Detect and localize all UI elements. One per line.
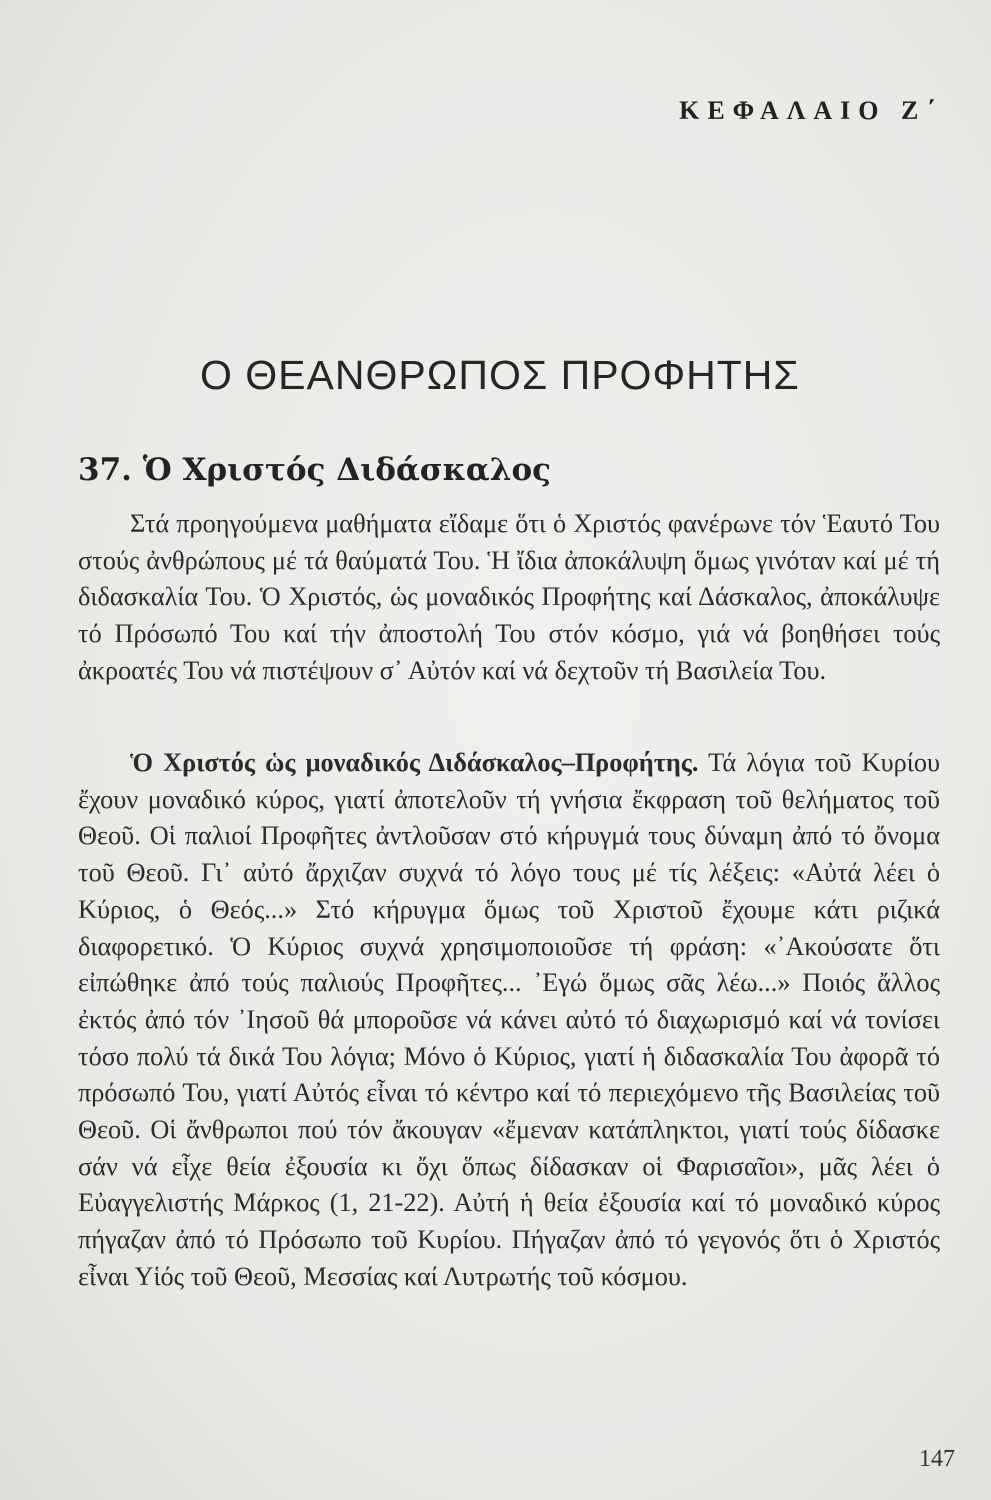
paragraph-2-body: Τά λόγια τοῦ Κυρίου ἔχουν μοναδικό κύρος, γιατί ἀποτελοῦν τή γνήσια ἔκφραση τοῦ θελήματος τοῦ Θεοῦ. Οἱ παλιοί Προφῆτες ἀντλοῦσαν στό κήρυγμά τους δύναμη ἀπό τό ὄνομα τοῦ Θεοῦ. Γι᾽ αὐτό ἄρχιζαν συχνά τό λόγο τους μέ τίς λέξεις: «Αὐτά λέει ὁ Κύριος, ὁ Θεός...» Στό κήρυγμα ὅμως τοῦ Χριστοῦ ἔχουμε κάτι ριζικά διαφορετικό. Ὁ Κύριος συχνά χρησιμοποιοῦσε τή φράση: «᾽Ακούσατε ὅτι εἰπώθηκε ἀπό τούς παλιούς Προφῆτες... ᾽Εγώ ὅμως σᾶς λέω...» Ποιός ἄλλος ἐκτός ἀπό τόν ᾽Ιησοῦ θά μποροῦσε νά κάνει αὐτό τό διαχωρισμό καί νά τονίσει τόσο πολύ τά δικά Του λόγια; Μόνο ὁ Κύριος, γιατί ἡ διδασκαλία Του ἀφορᾶ τό πρόσωπό Του, γιατί Αὐτός εἶναι τό κέντρο καί τό περιεχόμενο τῆς Βασιλείας τοῦ Θεοῦ. Οἱ ἄνθρωποι πού τόν ἄκουγαν «ἔμεναν κατάπληκτοι, γιατί τούς δίδασκε σάν νά εἶχε θεία ἐξουσία κι ὄχι ὅπως δίδασκαν οἱ Φαρισαῖοι», μᾶς λέει ὁ Εὐαγγελιστής Μάρκος (1, 21-22). Αὐτή ἡ θεία ἐξουσία καί τό μοναδικό κύρος πήγαζαν ἀπό τό Πρόσωπο τοῦ Κυρίου. Πήγαζαν ἀπό τό γεγονός ὅτι ὁ Χριστός εἶναι Υἱός τοῦ Θεοῦ, Μεσσίας καί Λυτρωτής τοῦ κόσμου. [78,748,940,1291]
paragraph-2 [78,745,940,1296]
chapter-title: Ο ΘΕΑΝΘΡΩΠΟΣ ΠΡΟΦΗΤΗΣ [200,352,800,398]
page-number: 147 [919,1446,955,1472]
chapter-label: ΚΕΦΑΛΑΙΟ Ζ΄ [679,96,943,125]
paragraph-1 [78,506,940,690]
section-heading: 37. Ὁ Χριστός Διδάσκαλος [78,452,552,488]
paragraph-1-text: Στά προηγούμενα μαθήματα εἴδαμε ὅτι ὁ Χριστός φανέρωνε τόν Ἑαυτό Του στούς ἀνθρώπους μέ τά θαύματά Του. Ἡ ἴδια ἀποκάλυψη ὅμως γινόταν καί μέ τή διδασκαλία Του. Ὁ Χριστός, ὡς μοναδικός Προφήτης καί Δάσκαλος, ἀποκάλυψε τό Πρόσωπό Του καί τήν ἀποστολή Του στόν κόσμο, γιά νά βοηθήσει τούς ἀκροατές Του νά πιστέψουν σ᾽ Αὐτόν καί νά δεχτοῦν τή Βασιλεία Του. [78,509,940,685]
paragraph-2-lead: Ὁ Χριστός ὡς μοναδικός Διδάσκαλος–Προφήτης. [130,748,699,777]
paragraph-2-text [78,745,940,1296]
